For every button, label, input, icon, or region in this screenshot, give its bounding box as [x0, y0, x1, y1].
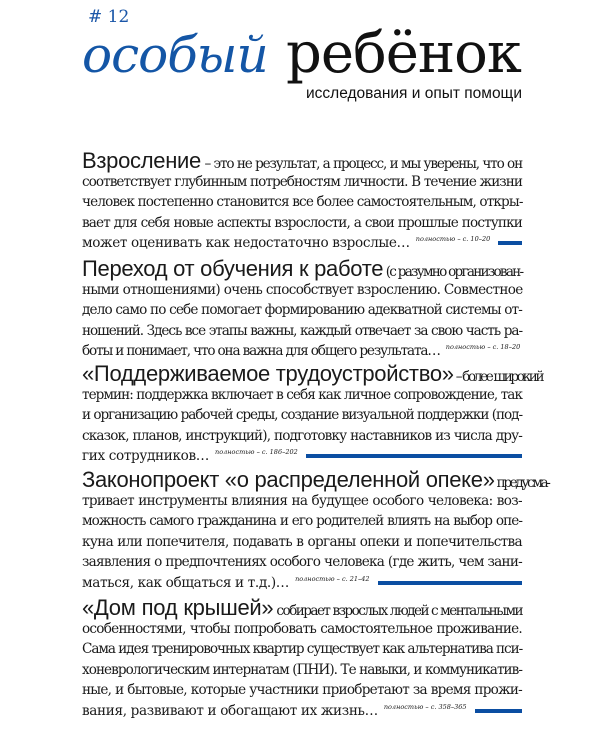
body-text: может оценивать как недостаточно взрослые…: [82, 235, 410, 251]
body-text: собирает взрослых людей с ментальными: [276, 603, 522, 619]
body-text: человек постепенно становится все более самостоятельным, откры-: [82, 194, 523, 210]
body-text: Сама идея тренировочных квартир существует как альтернатива пси-: [82, 641, 523, 657]
body-text: куна или попечителя, подавать в органы опеки и попечительства: [82, 533, 522, 550]
body-text: (с разумно организован-: [385, 264, 523, 280]
page-reference: полностью – с. 10–20: [415, 235, 491, 244]
article-teaser: [82, 148, 523, 254]
text-line: [82, 491, 522, 512]
body-text: ношений. Здесь все этапы важны, каждый отвечает за свою часть ра-: [82, 322, 522, 339]
text-line: [82, 619, 522, 640]
text-line: [82, 256, 523, 281]
body-text: тривает инструменты влияния на будущее особого человека: воз-: [82, 492, 522, 509]
body-text: – более широкий: [455, 369, 543, 385]
page-reference: полностью – с. 21–42: [295, 574, 370, 583]
body-text: ные, и бытовые, которые участники приобретают за время прожи-: [82, 682, 522, 698]
article-heading: Взросление: [82, 148, 201, 173]
body-text: вания, развивают и обогащают их жизнь…: [82, 702, 378, 719]
body-text: хоневрологическим интернатам (ПНИ). Те навыки, и коммуникатив-: [82, 661, 522, 678]
text-line: [82, 172, 522, 193]
text-line: [82, 701, 522, 722]
text-line: [82, 573, 522, 594]
article-teaser: [82, 467, 549, 593]
body-text: вает для себя новые аспекты взрослости, а свои прошлые поступки: [82, 214, 522, 231]
text-line: [82, 660, 522, 681]
title-part-1: особый: [82, 26, 268, 84]
text-line: [82, 552, 522, 573]
page-reference: полностью – с. 18–20: [445, 343, 521, 352]
body-text: гих сотрудников…: [82, 448, 210, 464]
article-heading: Переход от обучения к работе: [82, 256, 384, 281]
body-text: сказок, планов, инструкций), подготовку наставников из числа дру-: [82, 427, 522, 444]
body-text: ными отношениями) очень способствует взрослению. Совместное: [82, 281, 523, 298]
title-part-2: ребёнок: [286, 21, 521, 86]
text-line: [82, 300, 522, 321]
article-heading: «Дом под крышей»: [82, 595, 274, 620]
body-text: особенностями, чтобы попробовать самостоятельное проживание.: [82, 620, 522, 637]
article-teaser: [82, 256, 523, 362]
text-line: [82, 405, 522, 426]
text-line: [82, 446, 522, 467]
body-text: и организацию рабочей среды, создание визуальной поддержки (под-: [82, 407, 522, 423]
text-line: [82, 639, 522, 660]
body-text: предусма-: [496, 475, 549, 491]
text-line: [82, 213, 522, 234]
text-line: [82, 595, 522, 620]
text-line: [82, 148, 522, 173]
body-text: соответствует глубинным потребностям личности. В течение жизни: [82, 173, 522, 190]
text-line: [82, 385, 522, 406]
text-line: [82, 233, 522, 254]
article-teaser: [82, 595, 523, 721]
accent-bar: [306, 454, 522, 458]
article-heading: Законопроект «о распределенной опеке»: [82, 467, 495, 492]
body-text: дело само по себе помогает формированию адекватной системы от-: [82, 302, 522, 318]
body-text: можность самого гражданина и его родителей влиять на выбор опе-: [82, 513, 522, 529]
page-reference: полностью – с. 358–365: [383, 702, 467, 711]
text-line: [82, 321, 522, 342]
text-line: [82, 192, 522, 213]
subtitle: исследования и опыт помощи: [306, 85, 522, 102]
body-text: – это не результат, а процесс, и мы уверены, что он: [204, 156, 522, 172]
body-text: заявления о предпочтениях особого человека (где жить, чем зани-: [82, 554, 522, 570]
text-line: [82, 467, 549, 492]
text-line: [82, 280, 522, 301]
text-line: [82, 680, 522, 701]
issue-number: # 12: [88, 7, 130, 27]
text-line: [82, 511, 522, 532]
text-line: [82, 532, 522, 553]
accent-bar: [378, 581, 522, 585]
body-text: маться, как общаться и т.д.)…: [82, 574, 290, 591]
text-line: [82, 341, 522, 362]
accent-bar: [498, 241, 522, 245]
page-reference: полностью – с. 186–202: [215, 448, 298, 457]
text-line: [82, 426, 522, 447]
article-heading: «Поддерживаемое трудоустройство»: [82, 361, 454, 386]
article-teaser: [82, 361, 543, 467]
text-line: [82, 361, 543, 386]
body-text: боты и понимает, что она важна для общего результата…: [82, 343, 440, 359]
body-text: термин: поддержка включает в себя как личное сопровождение, так: [82, 386, 522, 403]
accent-bar: [475, 709, 522, 713]
